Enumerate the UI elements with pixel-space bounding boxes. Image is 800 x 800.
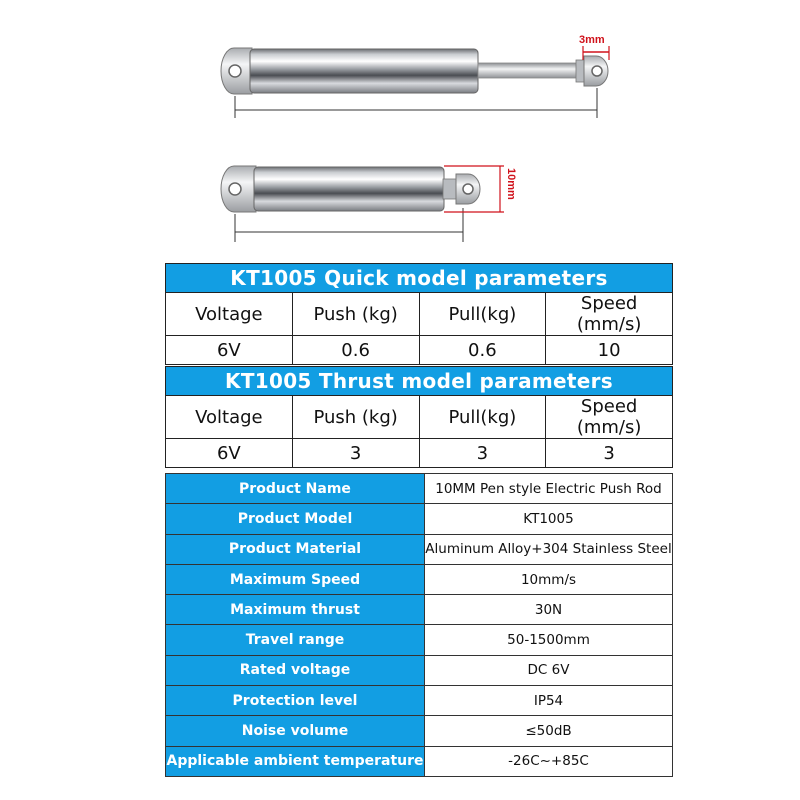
thrust-pull-value: 3 [419, 439, 546, 468]
quick-voltage-value: 6V [166, 336, 293, 365]
header-speed: Speed (mm/s) [546, 396, 673, 439]
header-push: Push (kg) [292, 293, 419, 336]
spec-value: KT1005 [425, 504, 673, 534]
spec-value: IP54 [425, 686, 673, 716]
stroke-dimension-label: 3mm [579, 34, 605, 46]
header-voltage: Voltage [166, 396, 293, 439]
push-rod-drawing [0, 0, 800, 260]
spec-row [166, 655, 673, 685]
extended-rod [221, 46, 609, 118]
spec-key: Maximum thrust [166, 595, 425, 625]
spec-value: 50-1500mm [425, 625, 673, 655]
spec-key: Protection level [166, 686, 425, 716]
spec-value: ≤50dB [425, 716, 673, 746]
quick-pull-value: 0.6 [419, 336, 546, 365]
spec-key: Product Model [166, 504, 425, 534]
spec-row [166, 564, 673, 594]
thrust-table-title: KT1005 Thrust model parameters [166, 367, 673, 396]
thrust-model-table [165, 366, 673, 468]
quick-speed-value: 10 [546, 336, 673, 365]
header-pull: Pull(kg) [419, 396, 546, 439]
spec-key: Travel range [166, 625, 425, 655]
spec-row [166, 504, 673, 534]
quick-table-title: KT1005 Quick model parameters [166, 264, 673, 293]
spec-key: Rated voltage [166, 655, 425, 685]
spec-value: DC 6V [425, 655, 673, 685]
diameter-dimension-label: 10mm [505, 168, 517, 200]
spec-row [166, 716, 673, 746]
spec-row [166, 686, 673, 716]
thrust-voltage-value: 6V [166, 439, 293, 468]
spec-value: -26C~+85C [425, 746, 673, 776]
quick-model-table [165, 263, 673, 365]
spec-row [166, 625, 673, 655]
header-pull: Pull(kg) [419, 293, 546, 336]
thrust-push-value: 3 [292, 439, 419, 468]
spec-value: Aluminum Alloy+304 Stainless Steel [425, 534, 673, 564]
spec-row [166, 534, 673, 564]
header-push: Push (kg) [292, 396, 419, 439]
spec-row [166, 746, 673, 776]
spec-row [166, 595, 673, 625]
retracted-rod [221, 166, 504, 242]
spec-key: Product Material [166, 534, 425, 564]
spec-key: Maximum Speed [166, 564, 425, 594]
spec-value: 10MM Pen style Electric Push Rod [425, 474, 673, 504]
spec-key: Applicable ambient temperature [166, 746, 425, 776]
spec-value: 30N [425, 595, 673, 625]
spec-row [166, 474, 673, 504]
header-voltage: Voltage [166, 293, 293, 336]
specifications-table [165, 473, 673, 777]
spec-key: Noise volume [166, 716, 425, 746]
header-speed: Speed (mm/s) [546, 293, 673, 336]
thrust-speed-value: 3 [546, 439, 673, 468]
quick-push-value: 0.6 [292, 336, 419, 365]
spec-value: 10mm/s [425, 564, 673, 594]
spec-key: Product Name [166, 474, 425, 504]
